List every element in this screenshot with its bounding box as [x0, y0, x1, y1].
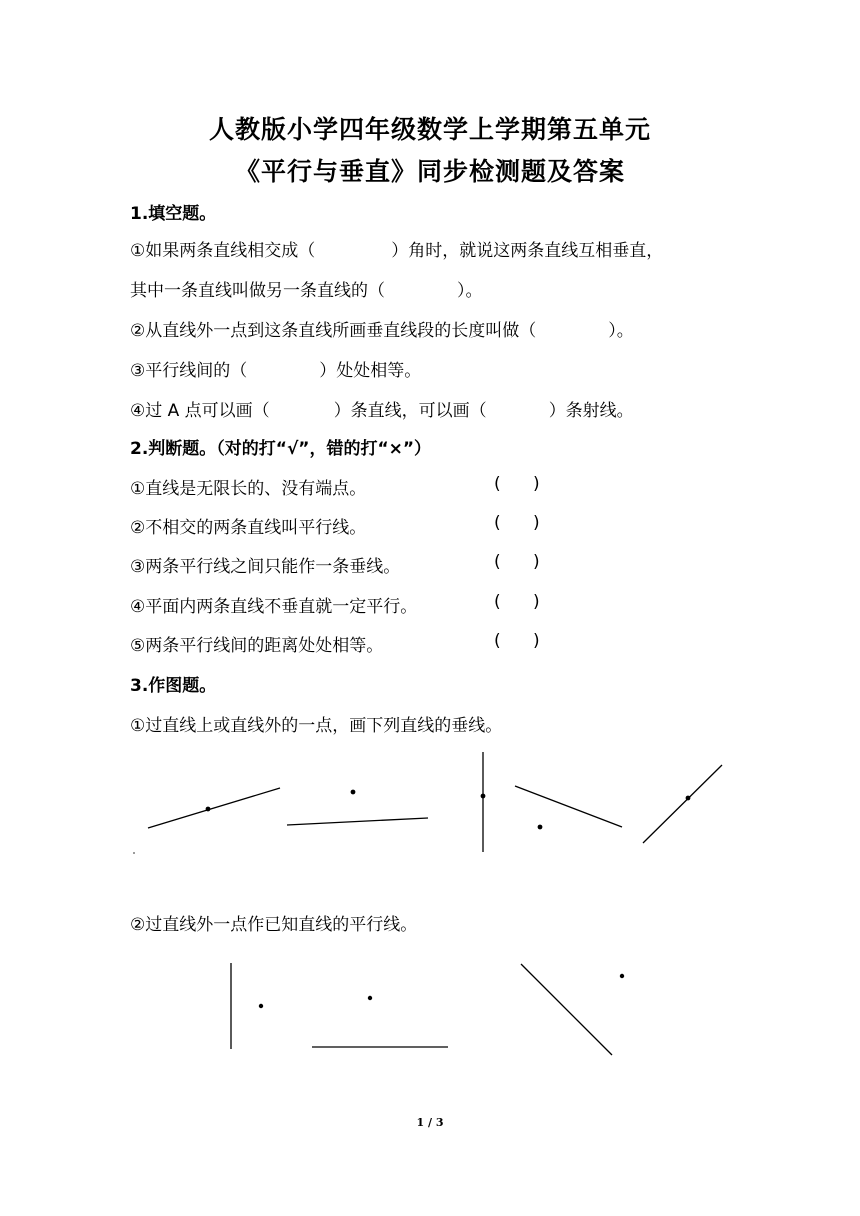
drawing-question-1: ①过直线上或直线外的一点，画下列直线的垂线。	[130, 716, 503, 736]
figure-point	[206, 807, 211, 812]
judge-answer-paren-3: ( )	[494, 552, 540, 572]
judge-answer-paren-2: ( )	[494, 513, 540, 533]
figure-line	[287, 818, 428, 825]
figure-point	[351, 790, 356, 795]
title-line-1: 人教版小学四年级数学上学期第五单元	[208, 115, 651, 144]
q1a-text-after: ）角时，就说这两条直线互相垂直，	[391, 241, 664, 261]
figure-point	[686, 796, 691, 801]
figure-line	[521, 964, 612, 1055]
page-number: 1 / 3	[416, 1116, 444, 1129]
q3-text-after: ）处处相等。	[319, 361, 422, 381]
judge-item-3: ③两条平行线之间只能作一条垂线。	[130, 557, 401, 577]
section1-heading: 1.填空题。	[130, 204, 217, 224]
figure-point	[259, 1004, 263, 1008]
figure-point	[368, 996, 372, 1000]
figure-line	[515, 786, 622, 827]
figure-point	[620, 974, 624, 978]
q1b-text-after: ）。	[457, 281, 483, 301]
figure-point	[481, 794, 486, 799]
q1b-text-before: 其中一条直线叫做另一条直线的（	[130, 281, 385, 301]
judge-item-2: ②不相交的两条直线叫平行线。	[130, 518, 367, 538]
section3-heading: 3.作图题。	[130, 676, 217, 696]
q3-text-before: ③平行线间的（	[130, 361, 248, 381]
figure-line	[643, 765, 722, 843]
figure-line	[148, 788, 280, 828]
judge-answer-paren-1: ( )	[494, 474, 540, 494]
judge-item-4: ④平面内两条直线不垂直就一定平行。	[130, 597, 418, 617]
judge-item-1: ①直线是无限长的、没有端点。	[130, 479, 367, 499]
q1a-text-before: ①如果两条直线相交成（	[130, 241, 316, 261]
q4-text-part3: ）条射线。	[548, 401, 634, 421]
judge-answer-paren-4: ( )	[494, 592, 540, 612]
q4-text-part1: ④过 A 点可以画（	[130, 401, 270, 421]
q2-text-after: ）。	[608, 321, 634, 341]
section2-heading: 2.判断题。（对的打“√”，错的打“×”）	[130, 439, 432, 459]
judge-answer-paren-5: ( )	[494, 631, 540, 651]
q2-text-before: ②从直线外一点到这条直线所画垂直线段的长度叫做（	[130, 321, 537, 341]
judge-item-5: ⑤两条平行线间的距离处处相等。	[130, 636, 384, 656]
title-line-2: 《平行与垂直》同步检测题及答案	[234, 157, 625, 186]
figure-point	[538, 825, 543, 830]
figure-point	[133, 852, 135, 854]
q4-text-part2: ）条直线，可以画（	[333, 401, 487, 421]
drawing-question-2: ②过直线外一点作已知直线的平行线。	[130, 915, 418, 935]
